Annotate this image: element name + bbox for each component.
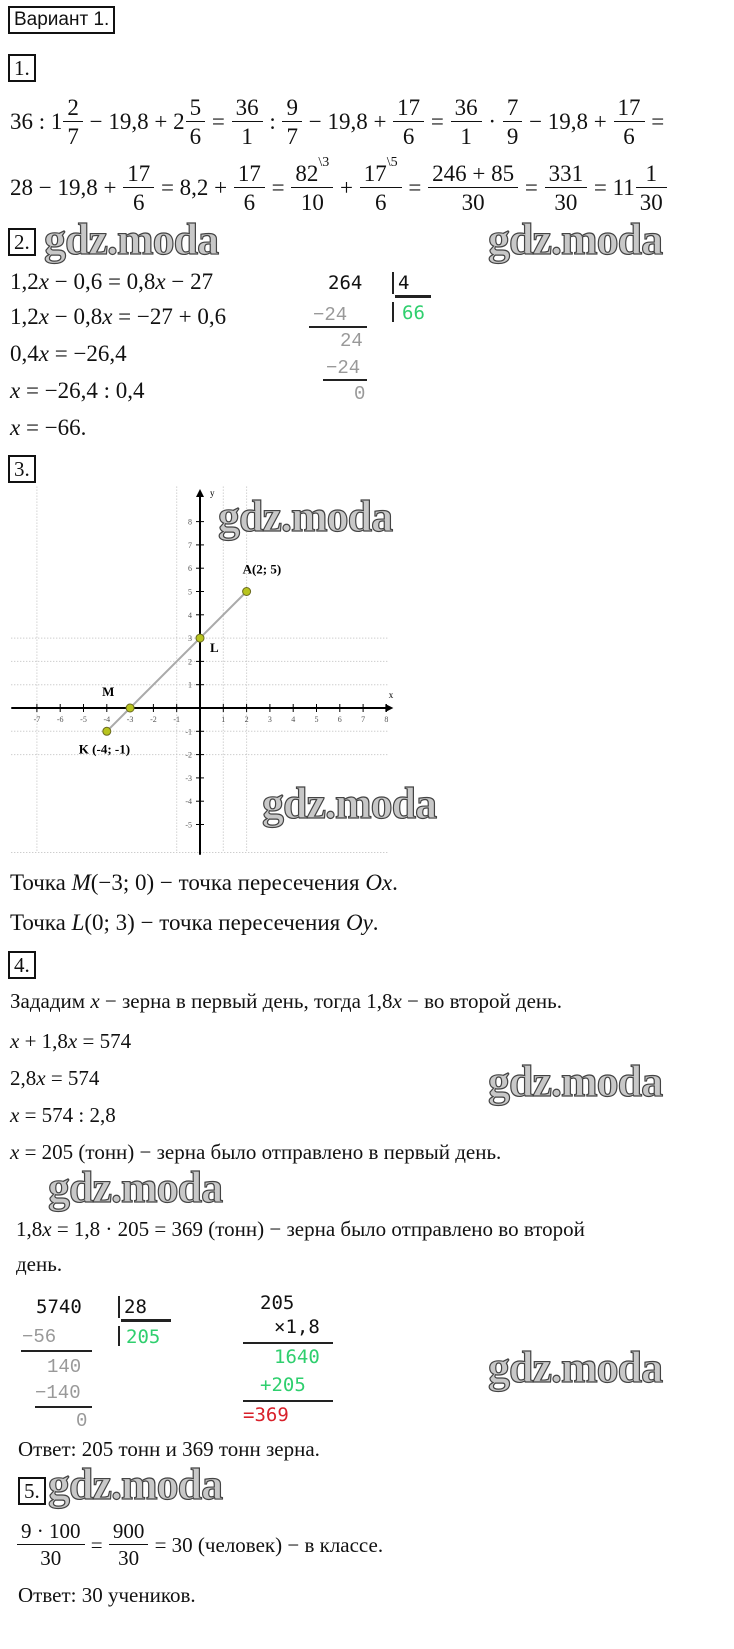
fraction	[362, 155, 400, 215]
x-tick-label: 6	[337, 715, 342, 724]
math-text: = 205 (тонн) − зерна было отправлено в первый день.	[19, 1139, 502, 1164]
math-variable: x	[10, 1139, 20, 1164]
numerator-value: 2	[67, 95, 79, 120]
math-text: 28 − 19,8 +	[10, 175, 123, 200]
task-1-line	[10, 155, 668, 215]
point-label-a: A(2; 5)	[242, 561, 282, 577]
math-text: Зададим	[10, 988, 91, 1013]
math-text: ·	[482, 109, 502, 134]
numerator-value: 17	[127, 161, 151, 186]
divisor: 28	[124, 1296, 147, 1318]
math-variable: x	[10, 1028, 20, 1053]
task-4-line	[16, 1244, 62, 1284]
x-tick-label: 4	[291, 715, 296, 724]
math-variable: x	[90, 988, 100, 1013]
extension-factor: \5	[386, 155, 398, 170]
math-text: =	[519, 175, 544, 200]
math-text: = −26,4 : 0,4	[20, 378, 145, 403]
x-tick-label: -4	[103, 715, 111, 724]
math-text: =	[206, 109, 231, 134]
fraction-numerator	[395, 96, 422, 121]
fraction	[284, 96, 300, 148]
math-text: Точка	[10, 910, 72, 935]
fraction	[236, 162, 263, 214]
numerator-value: 36	[454, 95, 478, 120]
math-variable: x	[38, 341, 49, 366]
fraction-denominator: 30	[428, 187, 518, 214]
task-4-line	[10, 981, 562, 1021]
math-text: 0,4	[10, 341, 39, 366]
fraction-numerator	[643, 162, 659, 187]
math-variable: Ox	[365, 870, 393, 895]
fraction-numerator	[547, 162, 586, 187]
watermark: gdz.moda	[48, 1163, 223, 1212]
fraction-numerator	[111, 1521, 147, 1544]
math-text: = 574 : 2,8	[19, 1102, 116, 1127]
point-l	[196, 634, 204, 642]
numerator-value: 9	[286, 95, 298, 120]
division-step: 24	[340, 330, 363, 352]
fraction	[188, 96, 204, 148]
math-text: 36 : 1	[10, 109, 63, 134]
division-step: −24	[313, 304, 348, 326]
task-5-label: 5.	[18, 1477, 46, 1505]
math-text: − зерна в первый день, тогда 1,8	[99, 988, 393, 1013]
math-text: = 30 (человек) − в классе.	[149, 1532, 384, 1557]
math-text: =	[645, 109, 665, 134]
x-axis-label: x	[388, 690, 394, 700]
math-text: 1,8	[16, 1216, 43, 1241]
fraction	[638, 162, 665, 214]
math-text: + 1,8	[19, 1028, 68, 1053]
task-2-line	[10, 334, 127, 374]
math-text: +	[334, 175, 359, 200]
fraction-denominator: 7	[63, 121, 83, 148]
math-text: = 574	[45, 1065, 100, 1090]
task-2-line	[10, 408, 86, 448]
divisor-line	[395, 295, 431, 298]
x-tick-label: 1	[221, 715, 226, 724]
fraction-denominator: 30	[636, 187, 667, 214]
task-3-line	[10, 903, 379, 943]
x-tick-label: -7	[33, 715, 41, 724]
math-variable: x	[10, 1102, 20, 1127]
fraction-numerator	[293, 155, 331, 187]
math-variable: Oy	[345, 910, 373, 935]
y-tick-label: 8	[188, 517, 192, 527]
math-text: (−3; 0) − точка пересечения	[90, 870, 366, 895]
point-a	[243, 588, 251, 596]
math-text: 1,2	[10, 304, 39, 329]
numerator-value: 246 + 85	[432, 161, 515, 186]
math-variable: x	[38, 304, 49, 329]
divisor-line	[121, 1319, 171, 1322]
fraction-numerator	[19, 1521, 83, 1544]
math-variable: x	[10, 415, 21, 440]
fraction	[547, 162, 586, 214]
fraction-numerator	[453, 96, 480, 121]
math-variable: x	[42, 1216, 52, 1241]
multiplicand: 205	[260, 1292, 295, 1314]
task-2-line	[10, 371, 145, 411]
fraction-denominator: 6	[123, 187, 154, 214]
division-bar	[392, 272, 394, 294]
fraction-denominator: 1	[451, 121, 482, 148]
y-tick-label: 7	[188, 540, 192, 550]
task-4-label: 4.	[8, 951, 36, 979]
fraction-denominator: 30	[109, 1544, 149, 1569]
numerator-value: 17	[363, 161, 387, 186]
fraction-numerator	[236, 162, 263, 187]
task-4-answer: Ответ: 205 тонн и 369 тонн зерна.	[18, 1437, 320, 1461]
math-variable: x	[155, 269, 166, 294]
point-label-m: M	[102, 684, 115, 699]
division-step: 140	[47, 1356, 82, 1378]
fraction-numerator	[362, 155, 400, 187]
math-text: − во второй день.	[401, 988, 562, 1013]
math-text: = 574	[77, 1028, 132, 1053]
math-variable: L	[71, 910, 85, 935]
math-text: Точка	[10, 870, 72, 895]
numerator-value: 5	[189, 95, 202, 120]
math-text: − 19,8 +	[523, 109, 613, 134]
fraction	[65, 96, 81, 148]
fraction	[111, 1521, 147, 1569]
y-tick-label: 1	[188, 680, 192, 690]
fraction-denominator: 6	[614, 121, 645, 148]
task-4-line	[16, 1209, 585, 1249]
division-step: 0	[76, 1410, 88, 1432]
y-tick-label: -5	[185, 820, 192, 830]
division-bar	[392, 302, 394, 322]
task-1-line	[10, 95, 665, 149]
x-tick-label: -2	[150, 715, 157, 724]
x-tick-label: -1	[173, 715, 181, 724]
dividend: 5740	[36, 1296, 82, 1318]
fraction-denominator: 6	[234, 187, 265, 214]
numerator-value: 9 · 100	[21, 1519, 81, 1543]
math-text: =	[402, 175, 428, 200]
x-tick-label: 5	[314, 715, 319, 724]
fraction-numerator	[188, 96, 204, 121]
task-5-line	[16, 1519, 384, 1570]
watermark: gdz.moda	[48, 1460, 223, 1509]
y-tick-label: 3	[188, 634, 192, 644]
division-bar	[118, 1326, 120, 1346]
math-text: =	[425, 109, 450, 134]
extension-factor: \3	[318, 155, 330, 170]
x-tick-label: -3	[126, 715, 134, 724]
math-text: − 19,8 + 2	[83, 109, 185, 134]
math-variable: x	[102, 304, 113, 329]
point-m	[126, 704, 134, 712]
numerator-value: 17	[397, 95, 421, 120]
division-line	[35, 1406, 92, 1408]
point-label-l: L	[210, 640, 219, 656]
math-text: − 19,8 +	[302, 109, 393, 134]
numerator-value: 17	[237, 161, 261, 186]
division-step: −24	[326, 357, 361, 379]
math-variable: M	[71, 870, 91, 895]
fraction-denominator: 6	[360, 187, 402, 214]
y-tick-label: 5	[188, 587, 192, 597]
fraction	[430, 162, 516, 214]
x-tick-label: 3	[267, 715, 272, 724]
math-text: день.	[16, 1251, 63, 1276]
math-text: = −27 + 0,6	[112, 304, 227, 329]
x-tick-label: -6	[56, 715, 64, 724]
math-text: − 0,8	[48, 304, 103, 329]
task-1-label: 1.	[8, 54, 36, 82]
numerator-value: 1	[645, 161, 657, 186]
task-2-label: 2.	[8, 228, 36, 256]
numerator-value: 7	[506, 95, 519, 120]
math-text: = −26,4	[48, 341, 127, 366]
math-text: 1,2	[10, 269, 39, 294]
task-4-line	[10, 1058, 99, 1098]
y-tick-label: 4	[188, 610, 192, 620]
y-tick-label: -2	[185, 750, 192, 760]
math-text: :	[263, 109, 282, 134]
fraction	[395, 96, 422, 148]
math-text: = 11	[588, 175, 635, 200]
watermark: gdz.moda	[44, 215, 219, 264]
variant-title: Вариант 1.	[8, 6, 115, 34]
math-text: 2,8	[10, 1065, 37, 1090]
task-2-line	[10, 262, 213, 302]
point-label-k: K (-4; -1)	[78, 741, 131, 757]
fraction	[234, 96, 261, 148]
x-tick-label: -5	[80, 715, 87, 724]
division-step: −56	[22, 1326, 57, 1348]
numerator-value: 900	[112, 1519, 145, 1543]
watermark: gdz.moda	[262, 779, 437, 828]
task-2-line	[10, 297, 226, 337]
math-variable: x	[392, 988, 402, 1013]
divisor: 4	[398, 272, 410, 294]
quotient: 205	[126, 1326, 161, 1348]
task-4-line	[10, 1095, 116, 1135]
fraction-numerator	[505, 96, 521, 121]
math-text: =	[265, 175, 291, 200]
y-axis-label: y	[210, 487, 215, 498]
math-variable: x	[67, 1028, 78, 1053]
x-tick-label: 8	[384, 715, 389, 724]
math-text: .	[372, 910, 379, 935]
math-text: = 8,2 +	[155, 175, 233, 200]
fraction	[616, 96, 643, 148]
math-text: .	[392, 870, 398, 895]
fraction-denominator: 6	[393, 121, 424, 148]
fraction-denominator: 1	[232, 121, 263, 148]
division-bar	[118, 1296, 120, 1318]
y-tick-label: -4	[185, 797, 192, 807]
fraction	[125, 162, 152, 214]
fraction-numerator	[616, 96, 643, 121]
task-5-answer: Ответ: 30 учеников.	[18, 1583, 196, 1607]
fraction-numerator	[284, 96, 300, 121]
numerator-value: 17	[617, 95, 641, 120]
math-text: = −66.	[20, 415, 87, 440]
fraction-denominator: 7	[282, 121, 302, 148]
division-line	[323, 379, 367, 381]
fraction-numerator	[430, 162, 516, 187]
partial-product: +205	[260, 1374, 306, 1396]
x-tick-label: 2	[244, 715, 249, 724]
point-k	[103, 727, 111, 735]
quotient: 66	[402, 302, 425, 324]
dividend: 264	[328, 272, 363, 294]
task-3-line	[10, 863, 398, 903]
y-axis-arrow-icon	[196, 489, 204, 497]
fraction-denominator: 30	[545, 187, 588, 214]
multiplication-line	[243, 1400, 333, 1402]
fraction	[19, 1521, 83, 1569]
math-text: = 1,8 · 205 = 369 (тонн) − зерна было отправлено во второй	[51, 1216, 585, 1241]
math-text: − 0,6 = 0,8	[48, 269, 156, 294]
y-tick-label: 2	[188, 657, 192, 667]
math-text: − 27	[165, 269, 214, 294]
math-text: (0; 3) − точка пересечения	[84, 910, 346, 935]
fraction-numerator	[125, 162, 152, 187]
y-tick-label: -3	[185, 773, 192, 783]
watermark: gdz.moda	[488, 1057, 663, 1106]
fraction-denominator: 6	[186, 121, 206, 148]
y-tick-label: 6	[188, 564, 192, 574]
task-4-line	[10, 1021, 131, 1061]
x-tick-label: 7	[361, 715, 366, 724]
division-line	[309, 326, 367, 328]
fraction-numerator	[65, 96, 81, 121]
multiplier: ×1,8	[274, 1316, 320, 1338]
watermark: gdz.moda	[488, 215, 663, 264]
division-step: 0	[354, 383, 366, 405]
fraction-denominator: 9	[503, 121, 523, 148]
fraction	[453, 96, 480, 148]
division-step: −140	[35, 1382, 81, 1404]
math-text: =	[85, 1532, 108, 1557]
task-3-label: 3.	[8, 455, 36, 483]
watermark: gdz.moda	[218, 492, 393, 541]
division-line	[21, 1350, 92, 1352]
fraction-numerator	[234, 96, 261, 121]
math-variable: x	[36, 1065, 46, 1090]
product: =369	[243, 1404, 289, 1426]
y-tick-label: -1	[185, 727, 192, 737]
watermark: gdz.moda	[488, 1343, 663, 1392]
fraction	[505, 96, 521, 148]
numerator-value: 331	[548, 161, 584, 186]
fraction-denominator: 10	[291, 187, 333, 214]
math-variable: x	[10, 378, 21, 403]
math-variable: x	[38, 269, 49, 294]
fraction-denominator: 30	[17, 1544, 85, 1569]
fraction	[293, 155, 331, 215]
numerator-value: 36	[235, 95, 259, 120]
partial-product: 1640	[274, 1346, 320, 1368]
multiplication-line	[243, 1342, 333, 1344]
numerator-value: 82	[295, 161, 319, 186]
